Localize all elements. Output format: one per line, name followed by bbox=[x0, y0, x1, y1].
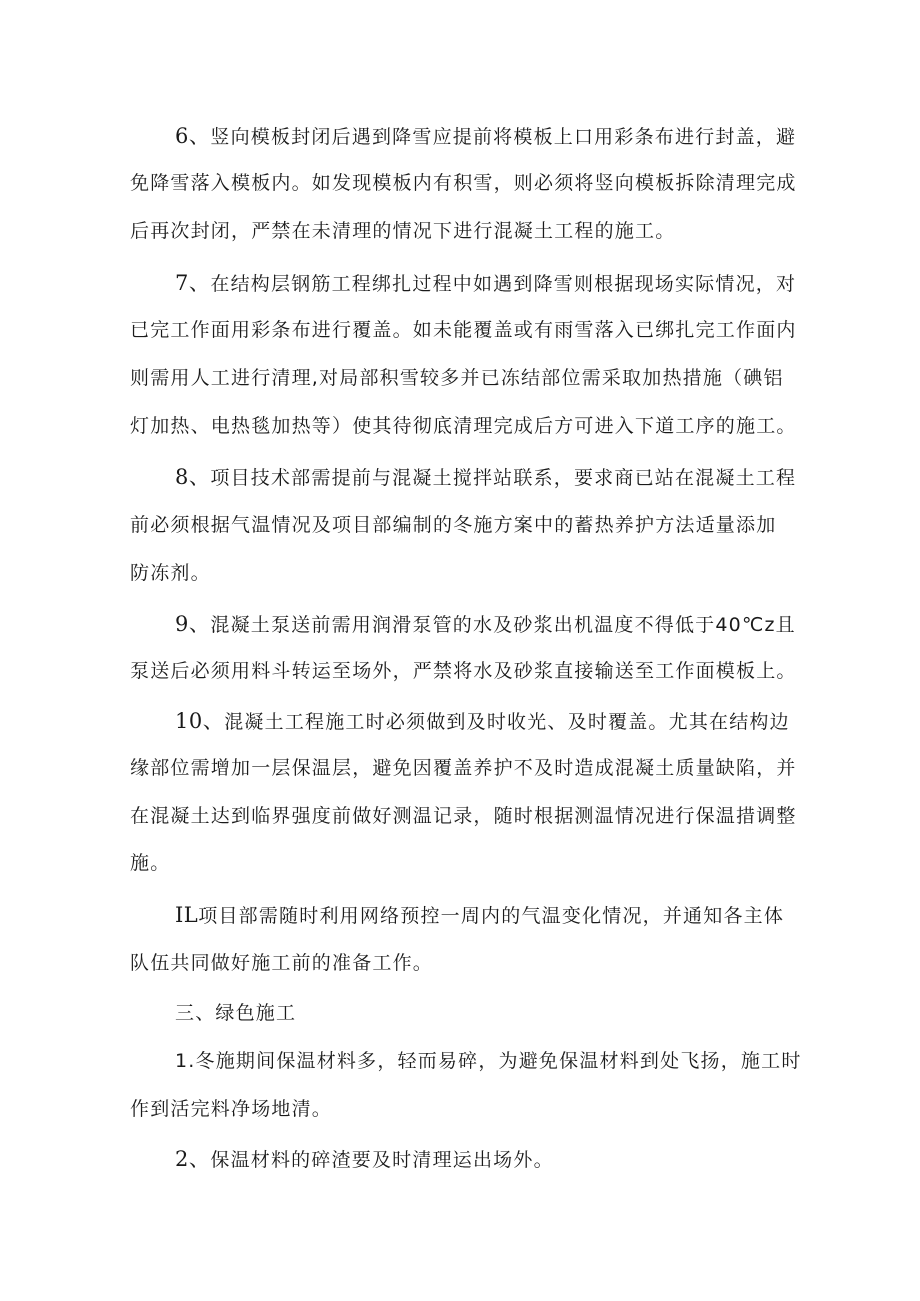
paragraph-9-line-1: 9、混凝土泵送前需用润滑泵管的水及砂浆出机温度不得低于40℃z且 bbox=[175, 612, 796, 636]
paragraph-7-line-4: 灯加热、电热毯加热等）使其待彻底清理完成后方可进入下道工序的施工。 bbox=[130, 415, 797, 437]
section-heading: 三、绿色施工 bbox=[175, 1002, 297, 1024]
green-item-2-number: 2、 bbox=[175, 1147, 211, 1171]
paragraph-10-line-4: 施。 bbox=[130, 852, 171, 874]
paragraph-8-number: 8、 bbox=[175, 465, 211, 489]
paragraph-11-line-2: 队伍共同做好施工前的准备工作。 bbox=[130, 952, 434, 974]
green-item-1-line-2: 作到活完料净场地清。 bbox=[130, 1098, 333, 1120]
paragraph-10-line-1: 10、混凝土工程施工时必须做到及时收光、及时覆盖。尤其在结构边 bbox=[175, 709, 790, 733]
paragraph-6-line-2: 免降雪落入模板内。如发现模板内有积雪，则必须将竖向模板拆除清理完成 bbox=[130, 172, 797, 194]
paragraph-11-number: IL bbox=[175, 903, 199, 927]
green-item-2-line-1: 2、保温材料的碎渣要及时清理运出场外。 bbox=[175, 1147, 554, 1171]
green-item-1-number: 1. bbox=[175, 1050, 196, 1072]
paragraph-7-line-1: 7、在结构层钢筋工程绑扎过程中如遇到降雪则根据现场实际情况，对 bbox=[175, 271, 797, 295]
paragraph-11-line-1: IL项目部需随时利用网络预控一周内的气温变化情况，并通知各主体 bbox=[175, 903, 785, 927]
green-item-1-line-1: 1.冬施期间保温材料多，轻而易碎，为避免保温材料到处飞扬，施工时 bbox=[175, 1050, 802, 1072]
paragraph-8-line-3: 防冻剂。 bbox=[130, 562, 211, 584]
paragraph-6-line-1: 6、竖向模板封闭后遇到降雪应提前将模板上口用彩条布进行封盖，避 bbox=[175, 124, 797, 148]
paragraph-9-number: 9、 bbox=[175, 612, 211, 636]
paragraph-10-line-2: 缘部位需增加一层保温层，避免因覆盖养护不及时造成混凝土质量缺陷，并 bbox=[130, 757, 797, 779]
paragraph-8-line-2: 前必须根据气温情况及项目部编制的冬施方案中的蓄热养护方法适量添加 bbox=[130, 514, 777, 536]
paragraph-9-line-2: 泵送后必须用料斗转运至场外，严禁将水及砂浆直接输送至工作面模板上。 bbox=[130, 660, 797, 682]
paragraph-10-number: 10、 bbox=[175, 709, 225, 733]
paragraph-7-number: 7、 bbox=[175, 271, 211, 295]
paragraph-6-number: 6、 bbox=[175, 124, 211, 148]
paragraph-7-line-2: 已完工作面用彩条布进行覆盖。如未能覆盖或有雨雪落入已绑扎完工作面内 bbox=[130, 319, 797, 341]
paragraph-10-line-3: 在混凝土达到临界强度前做好测温记录，随时根据测温情况进行保温措调整 bbox=[130, 805, 797, 827]
paragraph-7-line-3: 则需用人工进行清理,对局部积雪较多并已冻结部位需采取加热措施（碘铝 bbox=[130, 367, 784, 389]
paragraph-6-line-3: 后再次封闭，严禁在未清理的情况下进行混凝土工程的施工。 bbox=[130, 220, 676, 242]
paragraph-8-line-1: 8、项目技术部需提前与混凝土搅拌站联系，要求商已站在混凝土工程 bbox=[175, 465, 797, 489]
